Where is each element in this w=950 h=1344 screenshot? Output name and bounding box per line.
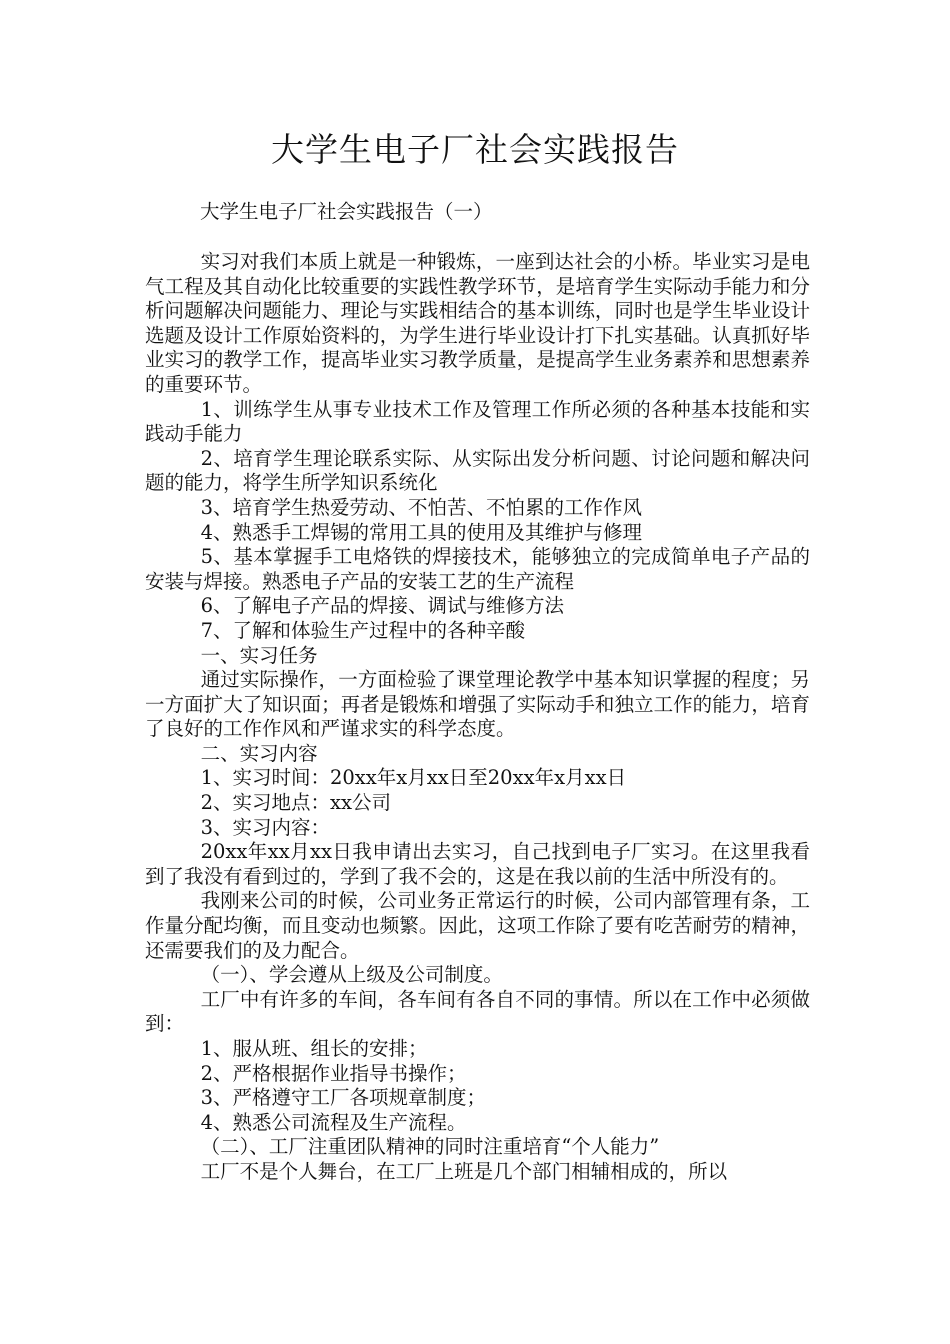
list-item: 2、严格根据作业指导书操作； — [200, 1061, 467, 1085]
document-body — [145, 250, 810, 1185]
paragraph: 1、训练学生从事专业技术工作及管理工作所必须的各种基本技能和实践动手能力 — [145, 397, 810, 446]
paragraph: 2、实习地点：xx公司 — [200, 791, 391, 815]
section-heading: 一、实习任务 — [200, 643, 318, 667]
subsection-heading: （二）、工厂注重团队精神的同时注重培育“个人能力” — [200, 1135, 660, 1159]
paragraph: 1、实习时间：20xx年x月xx日至20xx年x月xx日 — [200, 766, 627, 790]
paragraph: 工厂不是个人舞台，在工厂上班是几个部门相辅相成的，所以 — [200, 1159, 728, 1183]
section-heading: 二、实习内容 — [200, 741, 318, 765]
paragraph: 4、熟悉手工焊锡的常用工具的使用及其维护与修理 — [200, 520, 642, 544]
paragraph: 实习对我们本质上就是一种锻炼，一座到达社会的小桥。毕业实习是电气工程及其自动化比较重要的实践性教学环节，是培育学生实际动手能力和分析问题解决问题能力、理论与实践相结合的基本训练，同时也是学生毕业设计选题及设计工作原始资料的，为学生进行毕业设计打下扎实基础。认真抓好毕业实习的教学工作，提高毕业实习教学质量，是提高学生业务素养和思想素养的重要环节。 — [145, 250, 810, 396]
paragraph: 3、实习内容： — [200, 815, 330, 839]
paragraph: 20xx年xx月xx日我申请出去实习，自己找到电子厂实习。在这里我看到了我没有看到过的，学到了我不会的，这是在我以前的生活中所没有的。 — [145, 840, 810, 888]
document-subtitle: 大学生电子厂社会实践报告（一） — [200, 200, 493, 223]
list-item: 4、熟悉公司流程及生产流程。 — [200, 1110, 467, 1134]
list-item: 3、严格遵守工厂各项规章制度； — [200, 1086, 486, 1110]
list-item: 1、服从班、组长的安排； — [200, 1037, 428, 1060]
paragraph: 3、培育学生热爱劳动、不怕苦、不怕累的工作作风 — [200, 495, 642, 519]
subsection-heading: （一）、学会遵从上级及公司制度。 — [200, 963, 503, 987]
document-title: 大学生电子厂社会实践报告 — [271, 130, 679, 169]
paragraph: 工厂中有许多的车间，各车间有各自不同的事情。所以在工作中必须做到： — [145, 987, 810, 1036]
paragraph: 通过实际操作，一方面检验了课堂理论教学中基本知识掌握的程度；另一方面扩大了知识面；再者是锻炼和增强了实际动手和独立工作的能力，培育了良好的工作作风和严谨求实的科学态度。 — [145, 668, 810, 741]
paragraph: 我刚来公司的时候，公司业务正常运行的时候，公司内部管理有条，工作量分配均衡，而且变动也频繁。因此，这项工作除了要有吃苦耐劳的精神，还需要我们的及力配合。 — [145, 889, 810, 962]
paragraph: 7、了解和体验生产过程中的各种辛酸 — [200, 618, 525, 642]
paragraph: 2、培育学生理论联系实际、从实际出发分析问题、讨论问题和解决问题的能力，将学生所学知识系统化 — [145, 446, 810, 495]
paragraph: 5、基本掌握手工电烙铁的焊接技术，能够独立的完成简单电子产品的安装与焊接。熟悉电子产品的安装工艺的生产流程 — [145, 545, 810, 593]
paragraph: 6、了解电子产品的焊接、调试与维修方法 — [200, 594, 564, 618]
